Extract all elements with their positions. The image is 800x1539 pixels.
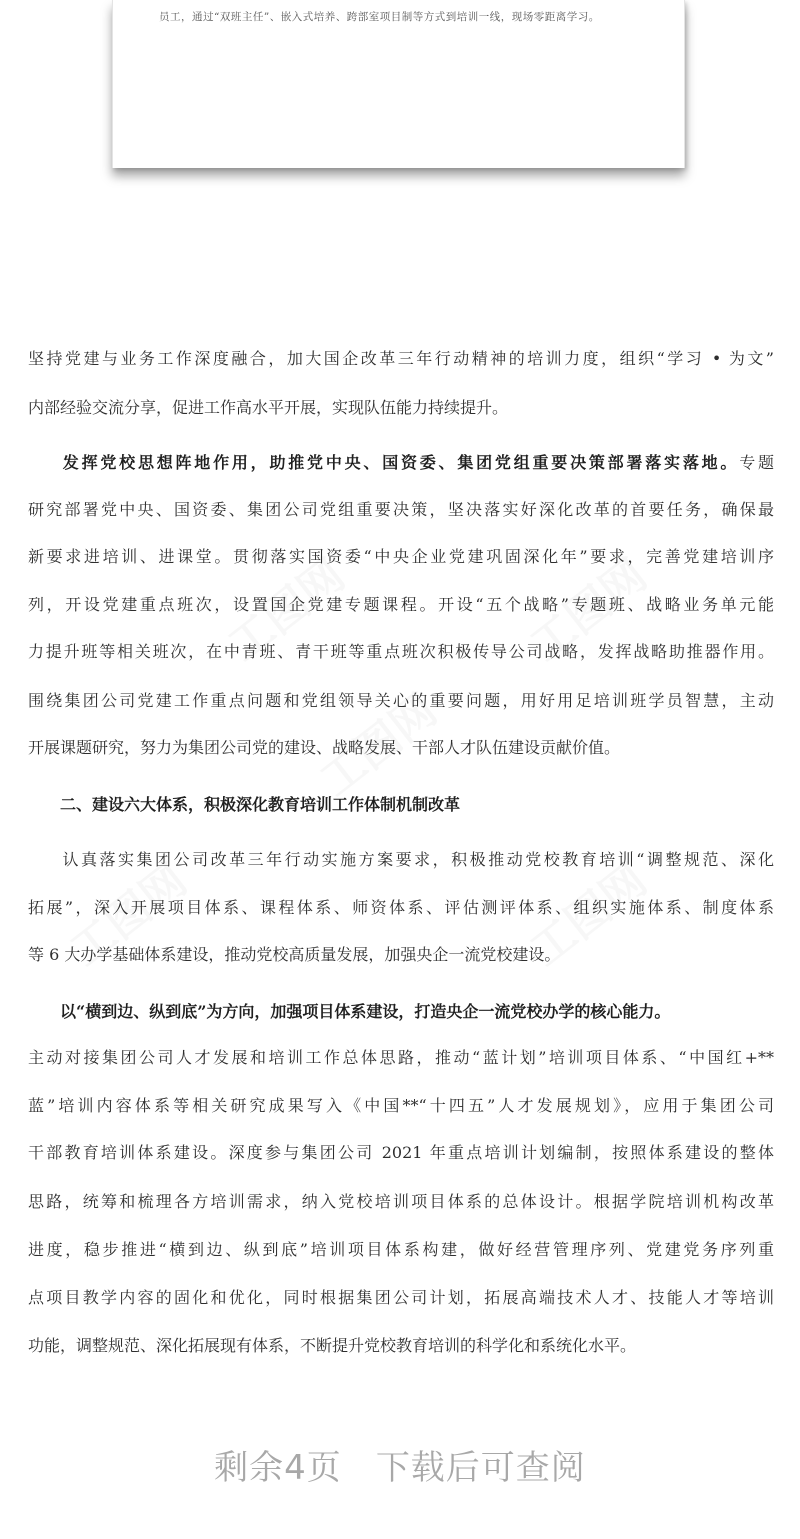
text-line: 进度，稳步推进“横到边、纵到底”培训项目体系构建，做好经营管理序列、党建党务序列重	[28, 1240, 774, 1259]
download-prompt[interactable]	[0, 1440, 800, 1489]
watermark: 工图网	[521, 854, 657, 977]
page-preview-card	[112, 0, 685, 168]
watermark: 工图网	[311, 684, 447, 807]
preview-text: 员工，通过“双班主任”、嵌入式培养、跨部室项目制等方式到培训一线，现场零距离学习。	[159, 11, 600, 23]
text-fragment: 专题	[739, 453, 774, 472]
bold-lead: 发挥党校思想阵地作用，助推党中央、国资委、集团党组重要决策部署落实落地。	[60, 453, 740, 472]
text-line: 内部经验交流分享，促进工作高水平开展，实现队伍能力持续提升。	[28, 398, 509, 417]
paragraph-line	[28, 451, 774, 475]
section-heading: 二、建设六大体系，积极深化教育培训工作体制机制改革	[60, 795, 461, 814]
text-line: 研究部署党中央、国资委、集团公司党组重要决策，坚决落实好深化改革的首要任务，确保最	[28, 500, 774, 519]
text-line: 等 6 大办学基础体系建设，推动党校高质量发展，加强央企一流党校建设。	[28, 945, 561, 964]
remaining-pages-label: 剩余4页	[214, 1448, 342, 1488]
bold-lead: 以“横到边、纵到底”为方向，加强项目体系建设，打造央企一流党校办学的核心能力。	[60, 1002, 671, 1021]
text-fragment: 认真落实集团公司改革三年行动实施方案要求，积极推动党校教育培训“调整规范、深化	[60, 850, 774, 869]
paragraph-line	[28, 848, 774, 872]
text-line: 围绕集团公司党建工作重点问题和党组领导关心的重要问题，用好用足培训班学员智慧，主动	[28, 691, 774, 710]
text-line: 开展课题研究，努力为集团公司党的建设、战略发展、干部人才队伍建设贡献价值。	[28, 738, 621, 757]
text-line: 点项目教学内容的固化和优化，同时根据集团公司计划，拓展高端技术人才、技能人才等培训	[28, 1288, 774, 1307]
text-line: 干部教育培训体系建设。深度参与集团公司 2021 年重点培训计划编制，按照体系建设的整体	[28, 1143, 774, 1162]
text-line: 思路，统筹和梳理各方培训需求，纳入党校培训项目体系的总体设计。根据学院培训机构改革	[28, 1192, 774, 1211]
text-line: 列，开设党建重点班次，设置国企党建专题课程。开设“五个战略”专题班、战略业务单元能	[28, 595, 774, 614]
watermark: 工图网	[219, 549, 355, 672]
text-line: 拓展”，深入开展项目体系、课程体系、师资体系、评估测评体系、组织实施体系、制度体系	[28, 898, 774, 917]
text-line: 新要求进培训、进课堂。贯彻落实国资委“中央企业党建巩固深化年”要求，完善党建培训序	[28, 547, 774, 566]
text-line: 力提升班等相关班次，在中青班、青干班等重点班次积极传导公司战略，发挥战略助推器作用。	[28, 642, 774, 661]
text-line: 功能，调整规范、深化拓展现有体系，不断提升党校教育培训的科学化和系统化水平。	[28, 1336, 637, 1355]
bold-paragraph-lead	[60, 1000, 670, 1024]
text-line: 蓝”培训内容体系等相关研究成果写入《中国**“十四五”人才发展规划》，应用于集团公司	[28, 1096, 774, 1115]
download-to-view-label[interactable]: 下载后可查阅	[375, 1448, 586, 1488]
watermark: 工图网	[61, 854, 197, 977]
text-line: 主动对接集团公司人才发展和培训工作总体思路，推动“蓝计划”培训项目体系、“中国红+**	[28, 1048, 774, 1067]
text-line: 坚持党建与业务工作深度融合，加大国企改革三年行动精神的培训力度，组织“学习 • 为文”	[28, 349, 774, 368]
watermark: 工图网	[521, 549, 657, 672]
